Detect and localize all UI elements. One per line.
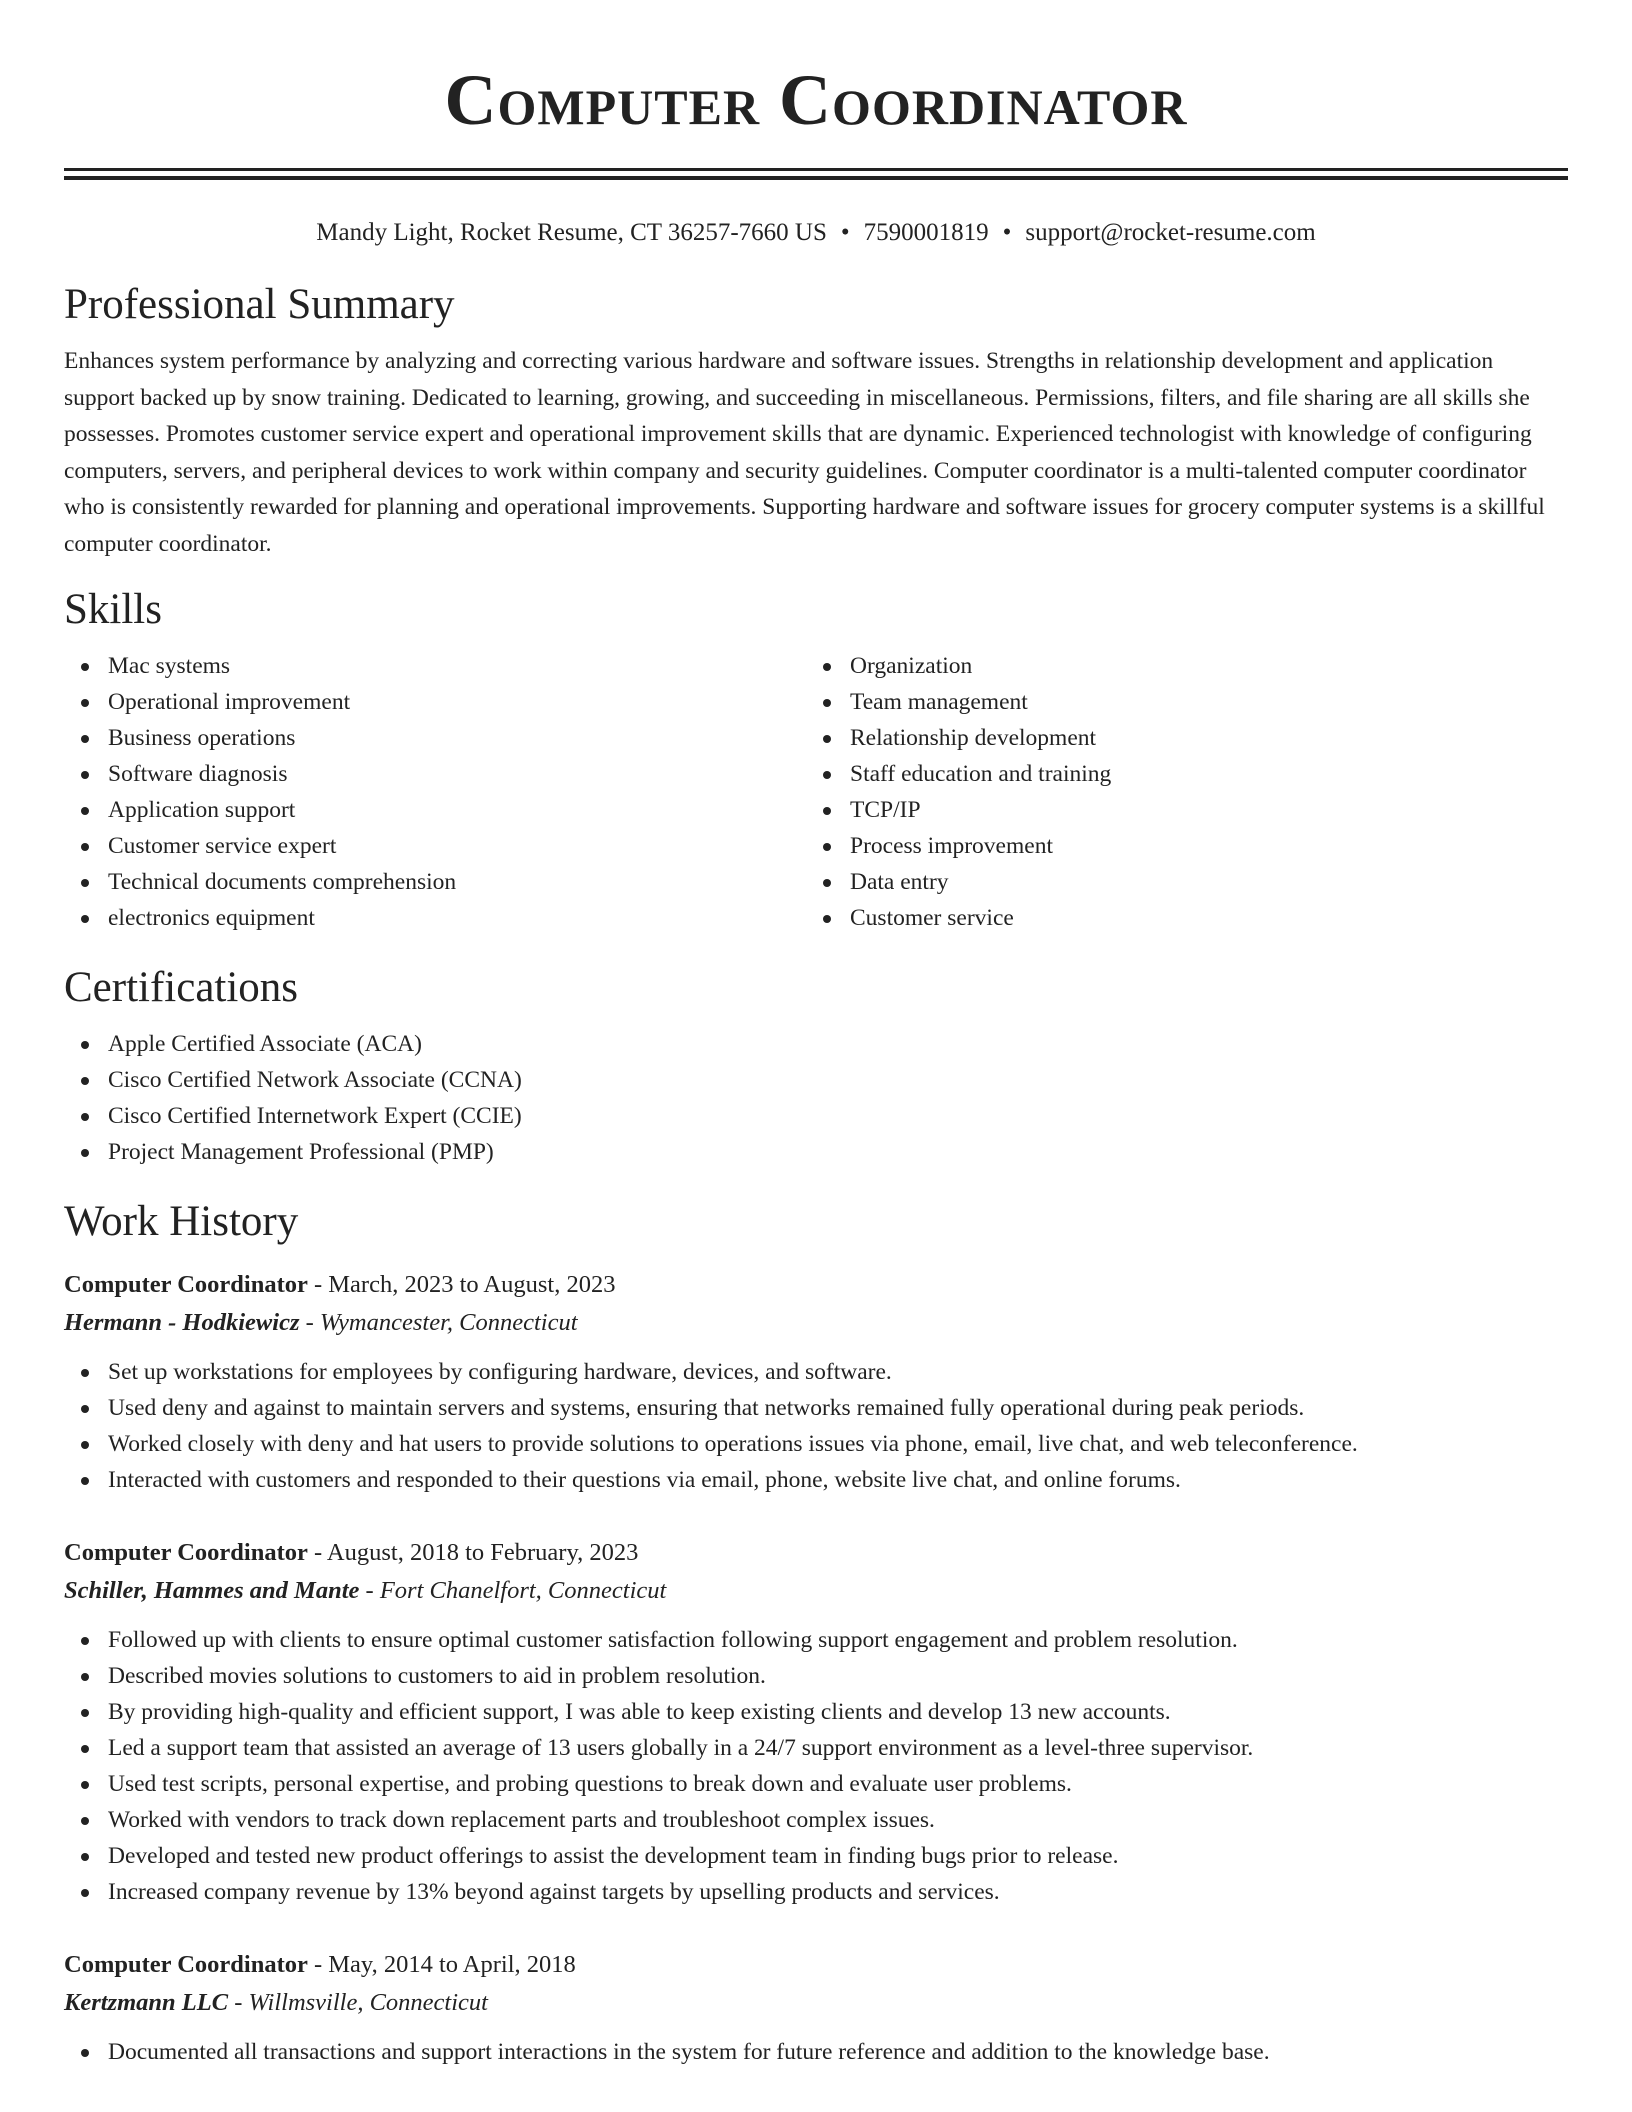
summary-heading: Professional Summary [64,281,455,328]
job-duty-item: Led a support team that assisted an average of 13 users globally in a 24/7 support environment as a level-three supervisor. [64,1730,1568,1766]
skill-item: Customer service [806,900,1548,936]
job-title: Computer Coordinator [64,1951,308,1978]
job-company-line [64,1984,1568,2022]
skill-item: TCP/IP [806,792,1548,828]
skills-list-right [806,648,1548,936]
skill-item: Software diagnosis [64,756,806,792]
contact-line [64,215,1568,251]
contact-phone: 7590001819 [863,219,989,246]
skill-item: Staff education and training [806,756,1548,792]
skill-item: Organization [806,648,1548,684]
job-duty-item: Used test scripts, personal expertise, and probing questions to break down and evaluate user problems. [64,1766,1568,1802]
job-title-line [64,1946,1568,1984]
job-company-line [64,1572,1568,1610]
job-location: - Willmsville, Connecticut [228,1989,488,2016]
job-entry [64,1534,1568,1910]
certification-item: Apple Certified Associate (ACA) [64,1026,1568,1062]
job-duties-list [64,1354,1568,1498]
job-duty-item: Increased company revenue by 13% beyond against targets by upselling products and services. [64,1874,1568,1910]
skills-columns [64,648,1568,936]
job-company: Schiller, Hammes and Mante [64,1577,360,1604]
certification-item: Cisco Certified Internetwork Expert (CCIE) [64,1098,1568,1134]
job-duty-item: Described movies solutions to customers to aid in problem resolution. [64,1658,1568,1694]
skill-item: Operational improvement [64,684,806,720]
skill-item: Business operations [64,720,806,756]
job-duty-item: Followed up with clients to ensure optimal customer satisfaction following support engagement and problem resolution. [64,1622,1568,1658]
job-dates: - August, 2018 to February, 2023 [307,1539,639,1566]
skill-item: Technical documents comprehension [64,864,806,900]
job-location: - Wymancester, Connecticut [299,1309,578,1336]
certification-item: Cisco Certified Network Associate (CCNA) [64,1062,1568,1098]
skill-item: electronics equipment [64,900,806,936]
certifications-list [64,1026,1568,1170]
work-history-list [64,1266,1568,2070]
contact-separator: • [840,219,850,246]
job-company: Hermann - Hodkiewicz [64,1309,300,1336]
summary-text: Enhances system performance by analyzing and correcting various hardware and software issues. Strengths in relationship development and application support backed up by snow training. Dedicated to learning, growing, and succeeding in miscellaneous. Permissions, filters, and file sharing are all skills she possesses. Promotes customer service expert and operational improvement skills that are dynamic. Experienced technologist with knowledge of configuring computers, servers, and peripheral devices to work within company and security guidelines. Computer coordinator is a multi-talented computer coordinator who is consistently rewarded for planning and operational improvements. Supporting hardware and software issues for grocery computer systems is a skillful computer coordinator. [64,348,1545,557]
job-duty-item: Interacted with customers and responded to their questions via email, phone, website live chat, and online forums. [64,1462,1568,1498]
skill-item: Process improvement [806,828,1548,864]
job-duty-item: Worked with vendors to track down replacement parts and troubleshoot complex issues. [64,1802,1568,1838]
job-company-line [64,1304,1568,1342]
job-duties-list [64,2034,1568,2070]
job-duty-item: Developed and tested new product offerings to assist the development team in finding bugs prior to release. [64,1838,1568,1874]
job-duty-item: Documented all transactions and support interactions in the system for future reference and addition to the knowledge base. [64,2034,1568,2070]
job-entry [64,1946,1568,2070]
job-title-line [64,1534,1568,1572]
resume-title: Computer Coordinator [444,60,1188,140]
skill-item: Customer service expert [64,828,806,864]
job-duty-item: Worked closely with deny and hat users to provide solutions to operations issues via phone, email, live chat, and web teleconference. [64,1426,1568,1462]
job-title: Computer Coordinator [64,1539,308,1566]
job-dates: - May, 2014 to April, 2018 [307,1951,576,1978]
contact-email[interactable]: support@rocket-resume.com [1025,219,1316,246]
skill-item: Team management [806,684,1548,720]
skills-list-left [64,648,806,936]
skill-item: Relationship development [806,720,1548,756]
title-divider [64,168,1568,180]
job-duties-list [64,1622,1568,1910]
job-duty-item: Set up workstations for employees by configuring hardware, devices, and software. [64,1354,1568,1390]
job-dates: - March, 2023 to August, 2023 [307,1271,616,1298]
work-history-heading: Work History [64,1198,299,1245]
contact-separator: • [1002,219,1012,246]
job-title-line [64,1266,1568,1304]
skill-item: Mac systems [64,648,806,684]
job-duty-item: By providing high-quality and efficient support, I was able to keep existing clients and develop 13 new accounts. [64,1694,1568,1730]
contact-address: Mandy Light, Rocket Resume, CT 36257-7660 US [316,219,827,246]
skills-heading: Skills [64,586,162,633]
job-title: Computer Coordinator [64,1271,308,1298]
skill-item: Data entry [806,864,1548,900]
job-company: Kertzmann LLC [64,1989,229,2016]
certifications-heading: Certifications [64,964,299,1011]
job-entry [64,1266,1568,1498]
job-duty-item: Used deny and against to maintain servers and systems, ensuring that networks remained fully operational during peak periods. [64,1390,1568,1426]
job-location: - Fort Chanelfort, Connecticut [359,1577,667,1604]
skill-item: Application support [64,792,806,828]
certification-item: Project Management Professional (PMP) [64,1134,1568,1170]
